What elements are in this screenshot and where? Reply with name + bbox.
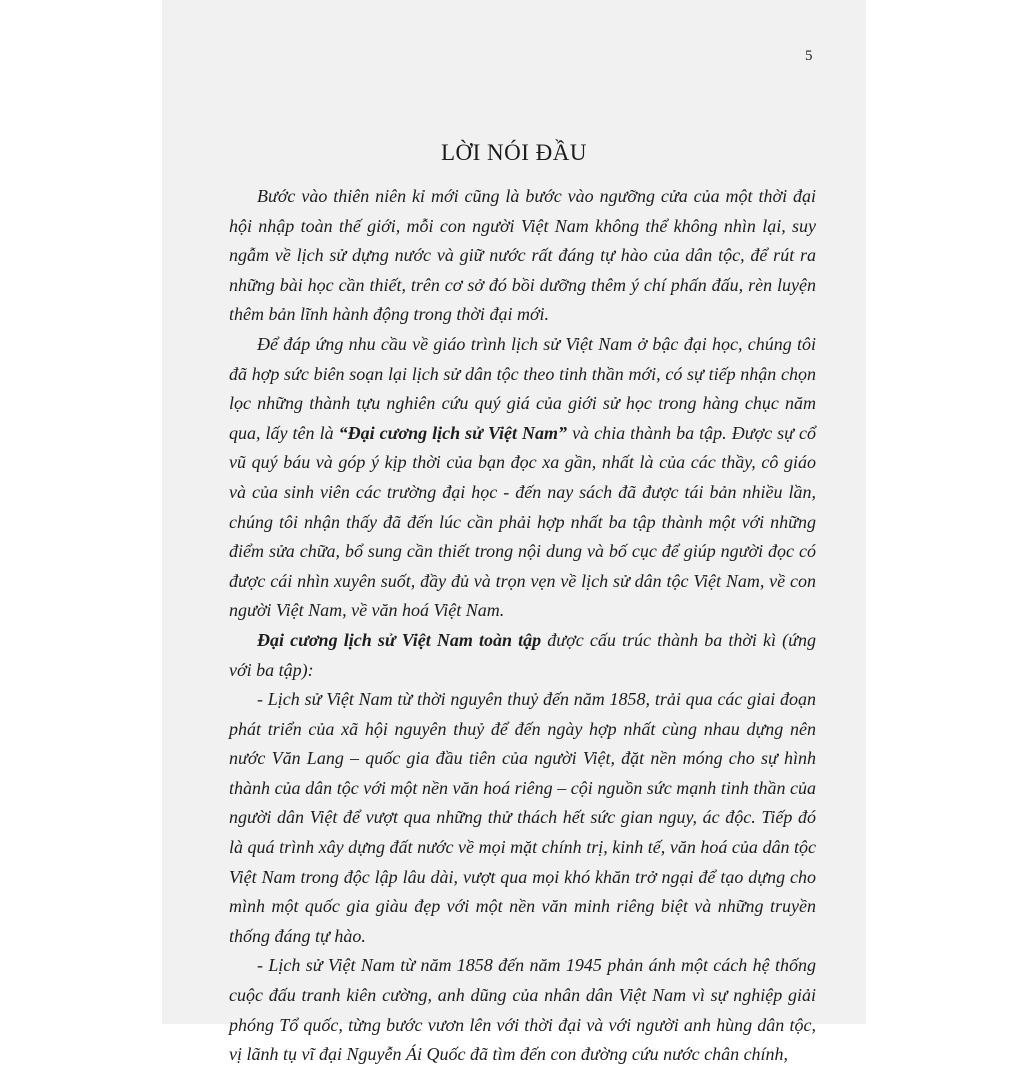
paragraph-2-text-after: và chia thành ba tập. Được sự cổ vũ quý báu và góp ý kịp thời của bạn đọc xa gần, nhất là của các thầy, cô giáo và của sinh viên các trường đại học - đến nay sách đã được tái bản nhiều lần, chúng tôi nhận thấy đã đến lúc cần phải hợp nhất ba tập thành một với những điểm sửa chữa, bổ sung cần thiết trong nội dung và bố cục để giúp người đọc có được cái nhìn xuyên suốt, đầy đủ và trọn vẹn về lịch sử dân tộc Việt Nam, về con người Việt Nam, về văn hoá Việt Nam. — [229, 422, 816, 621]
paragraph-5: - Lịch sử Việt Nam từ năm 1858 đến năm 1945 phản ánh một cách hệ thống cuộc đấu tranh kiên cường, anh dũng của nhân dân Việt Nam vì sự nghiệp giải phóng Tổ quốc, từng bước vươn lên với thời đại và với người anh hùng dân tộc, vị lãnh tụ vĩ đại Nguyễn Ái Quốc đã tìm đến con đường cứu nước chân chính, — [229, 955, 816, 1065]
paragraph-3 — [229, 626, 816, 685]
paragraph-4: - Lịch sử Việt Nam từ thời nguyên thuỷ đến năm 1858, trải qua các giai đoạn phát triển của xã hội nguyên thuỷ để đến ngày hợp nhất cùng nhau dựng nên nước Văn Lang – quốc gia đầu tiên của người Việt, đặt nền móng cho sự hình thành của dân tộc với một nền văn hoá riêng – cội nguồn sức mạnh tinh thần của người dân Việt để vượt qua những thử thách hết sức gian nguy, ác độc. Tiếp đó là quá trình xây dựng đất nước về mọi mặt chính trị, kinh tế, văn hoá của dân tộc Việt Nam trong độc lập lâu dài, vượt qua mọi khó khăn trở ngại để tạo dựng cho mình một quốc gia giàu đẹp với một nền văn minh riêng biệt và những truyền thống đáng tự hào. — [229, 689, 816, 946]
page-title: LỜI NÓI ĐẦU — [440, 140, 588, 165]
paragraph-2 — [229, 330, 816, 626]
paragraph-3-text: được cấu trúc thành ba thời kì (ứng với ba tập): — [229, 629, 816, 680]
body-text — [229, 182, 816, 1070]
book-title-full: Đại cương lịch sử Việt Nam toàn tập — [257, 629, 542, 650]
paragraph-2-text-before: Để đáp ứng nhu cầu về giáo trình lịch sử Việt Nam ở bậc đại học, chúng tôi đã hợp sức biên soạn lại lịch sử dân tộc theo tinh thần mới, có sự tiếp nhận chọn lọc những thành tựu nghiên cứu quý giá của giới sử học trong hàng chục năm qua, lấy tên là — [229, 333, 816, 443]
book-title-reference: “Đại cương lịch sử Việt Nam” — [338, 422, 568, 443]
paragraph-1: Bước vào thiên niên kỉ mới cũng là bước vào ngưỡng cửa của một thời đại hội nhập toàn thế giới, mỗi con người Việt Nam không thể không nhìn lại, suy ngẫm về lịch sử dựng nước và giữ nước rất đáng tự hào của dân tộc, để rút ra những bài học cần thiết, trên cơ sở đó bồi dưỡng thêm ý chí phấn đấu, rèn luyện thêm bản lĩnh hành động trong thời đại mới. — [229, 186, 816, 325]
book-page — [162, 0, 866, 1065]
page-number: 5 — [805, 48, 813, 64]
